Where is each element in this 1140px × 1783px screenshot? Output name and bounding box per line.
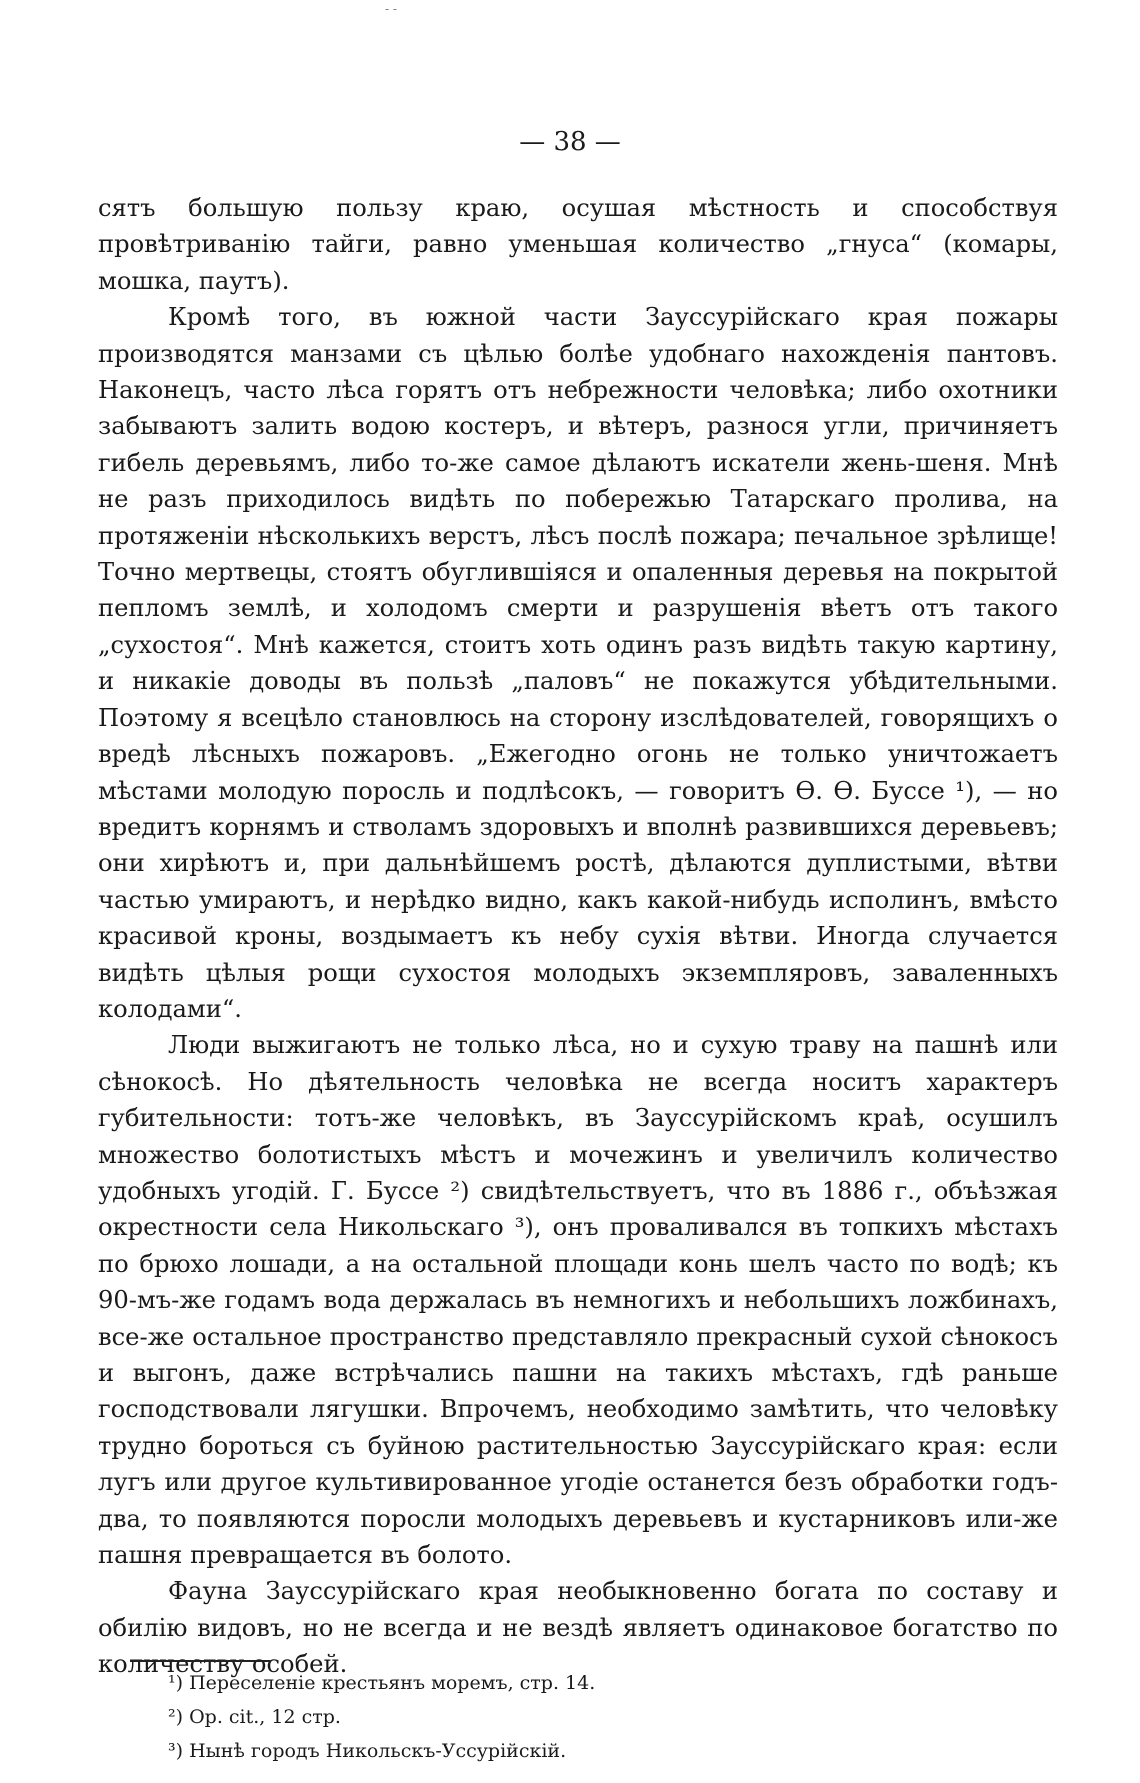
paragraph-3: Люди выжигаютъ не только лѣса, но и сухую траву на пашнѣ или сѣнокосѣ. Но дѣятельность человѣка не всегда носитъ характеръ губительности: тотъ-же человѣкъ, въ Зауссурійскомъ краѣ, осушилъ множество болотистыхъ мѣстъ и мочежинъ и увеличилъ количество удобныхъ угодій. Г. Буссе ²) свидѣтельствуетъ, что въ 1886 г., объѣзжая окрестности села Никольскаго ³), онъ проваливался въ топкихъ мѣстахъ по брюхо лошади, а на остальной площади конь шелъ часто по водѣ; къ 90-мъ-же годамъ вода держалась въ немногихъ и небольшихъ ложбинахъ, все-же остальное пространство представляло прекрасный сухой сѣнокосъ и выгонъ, даже встрѣчались пашни на такихъ мѣстахъ, гдѣ раньше господствовали лягушки. Впрочемъ, необходимо замѣтить, что человѣку трудно бороться съ буйною растительностью Зауссурійскаго края: если лугъ или другое культивированное угодіе останется безъ обработки годъ-два, то появляются поросли молодыхъ деревьевъ и кустарниковъ или-же пашня превращается въ болото. [98,1031,1058,1570]
page-number: — 38 — [519,127,621,157]
footnote-1 [168,1666,1048,1700]
paragraph-1: сятъ большую пользу краю, осушая мѣстность и способствуя провѣтриванію тайги, равно уменьшая количество „гнуса“ (комары, мошка, паутъ). [98,194,1058,295]
footnotes [168,1666,1048,1768]
footnote-text: Переселеніе крестьянъ моремъ, стр. 14. [189,1672,596,1694]
footnote-mark: ³) [168,1740,184,1762]
footnote-text: Нынѣ городъ Никольскъ-Уссурійскій. [189,1740,567,1762]
footnote-3 [168,1734,1048,1768]
paragraph-4: Фауна Зауссурійскаго края необыкновенно богата по составу и обилію видовъ, но не всегда и не вездѣ являетъ одинаковое богатство по количеству особей. [98,1577,1058,1679]
footnote-2 [168,1700,1048,1734]
footnote-mark: ²) [168,1706,184,1728]
body-text [98,190,1058,1683]
footnote-mark: ¹) [168,1672,184,1694]
scan-speck: - - [385,2,397,16]
footnote-text: Op. cit., 12 стр. [189,1706,341,1728]
footnote-separator [130,1660,270,1662]
paragraph-2: Кромѣ того, въ южной части Зауссурійскаго края пожары производятся манзами съ цѣлью болѣе удобнаго нахожденія пантовъ. Наконецъ, часто лѣса горятъ отъ небрежности человѣка; либо охотники забываютъ залить водою костеръ, и вѣтеръ, разнося угли, причиняетъ гибель деревьямъ, либо то-же самое дѣлаютъ искатели жень-шеня. Мнѣ не разъ приходилось видѣть по побережью Татарскаго пролива, на протяженіи нѣсколькихъ верстъ, лѣсъ послѣ пожара; печальное зрѣлище! Точно мертвецы, стоятъ обуглившіяся и опаленныя деревья на покрытой пепломъ землѣ, и холодомъ смерти и разрушенія вѣетъ отъ такого „сухостоя“. Мнѣ кажется, стоитъ хоть одинъ разъ видѣть такую картину, и никакіе доводы въ пользѣ „паловъ“ не покажутся убѣдительными. Поэтому я всецѣло становлюсь на сторону изслѣдователей, говорящихъ о вредѣ лѣсныхъ пожаровъ. „Ежегодно огонь не только уничтожаетъ мѣстами молодую поросль и подлѣсокъ, — говоритъ Ѳ. Ѳ. Буссе ¹), — но вредитъ корнямъ и стволамъ здоровыхъ и вполнѣ развившихся деревьевъ; они хирѣютъ и, при дальнѣйшемъ ростѣ, дѣлаются дуплистыми, вѣтви частью умираютъ, и нерѣдко видно, какъ какой-нибудь исполинъ, вмѣсто красивой кроны, воздымаетъ къ небу сухія вѣтви. Иногда случается видѣть цѣлыя рощи сухостоя молодыхъ экземпляровъ, заваленныхъ колодами“. [98,303,1058,1023]
